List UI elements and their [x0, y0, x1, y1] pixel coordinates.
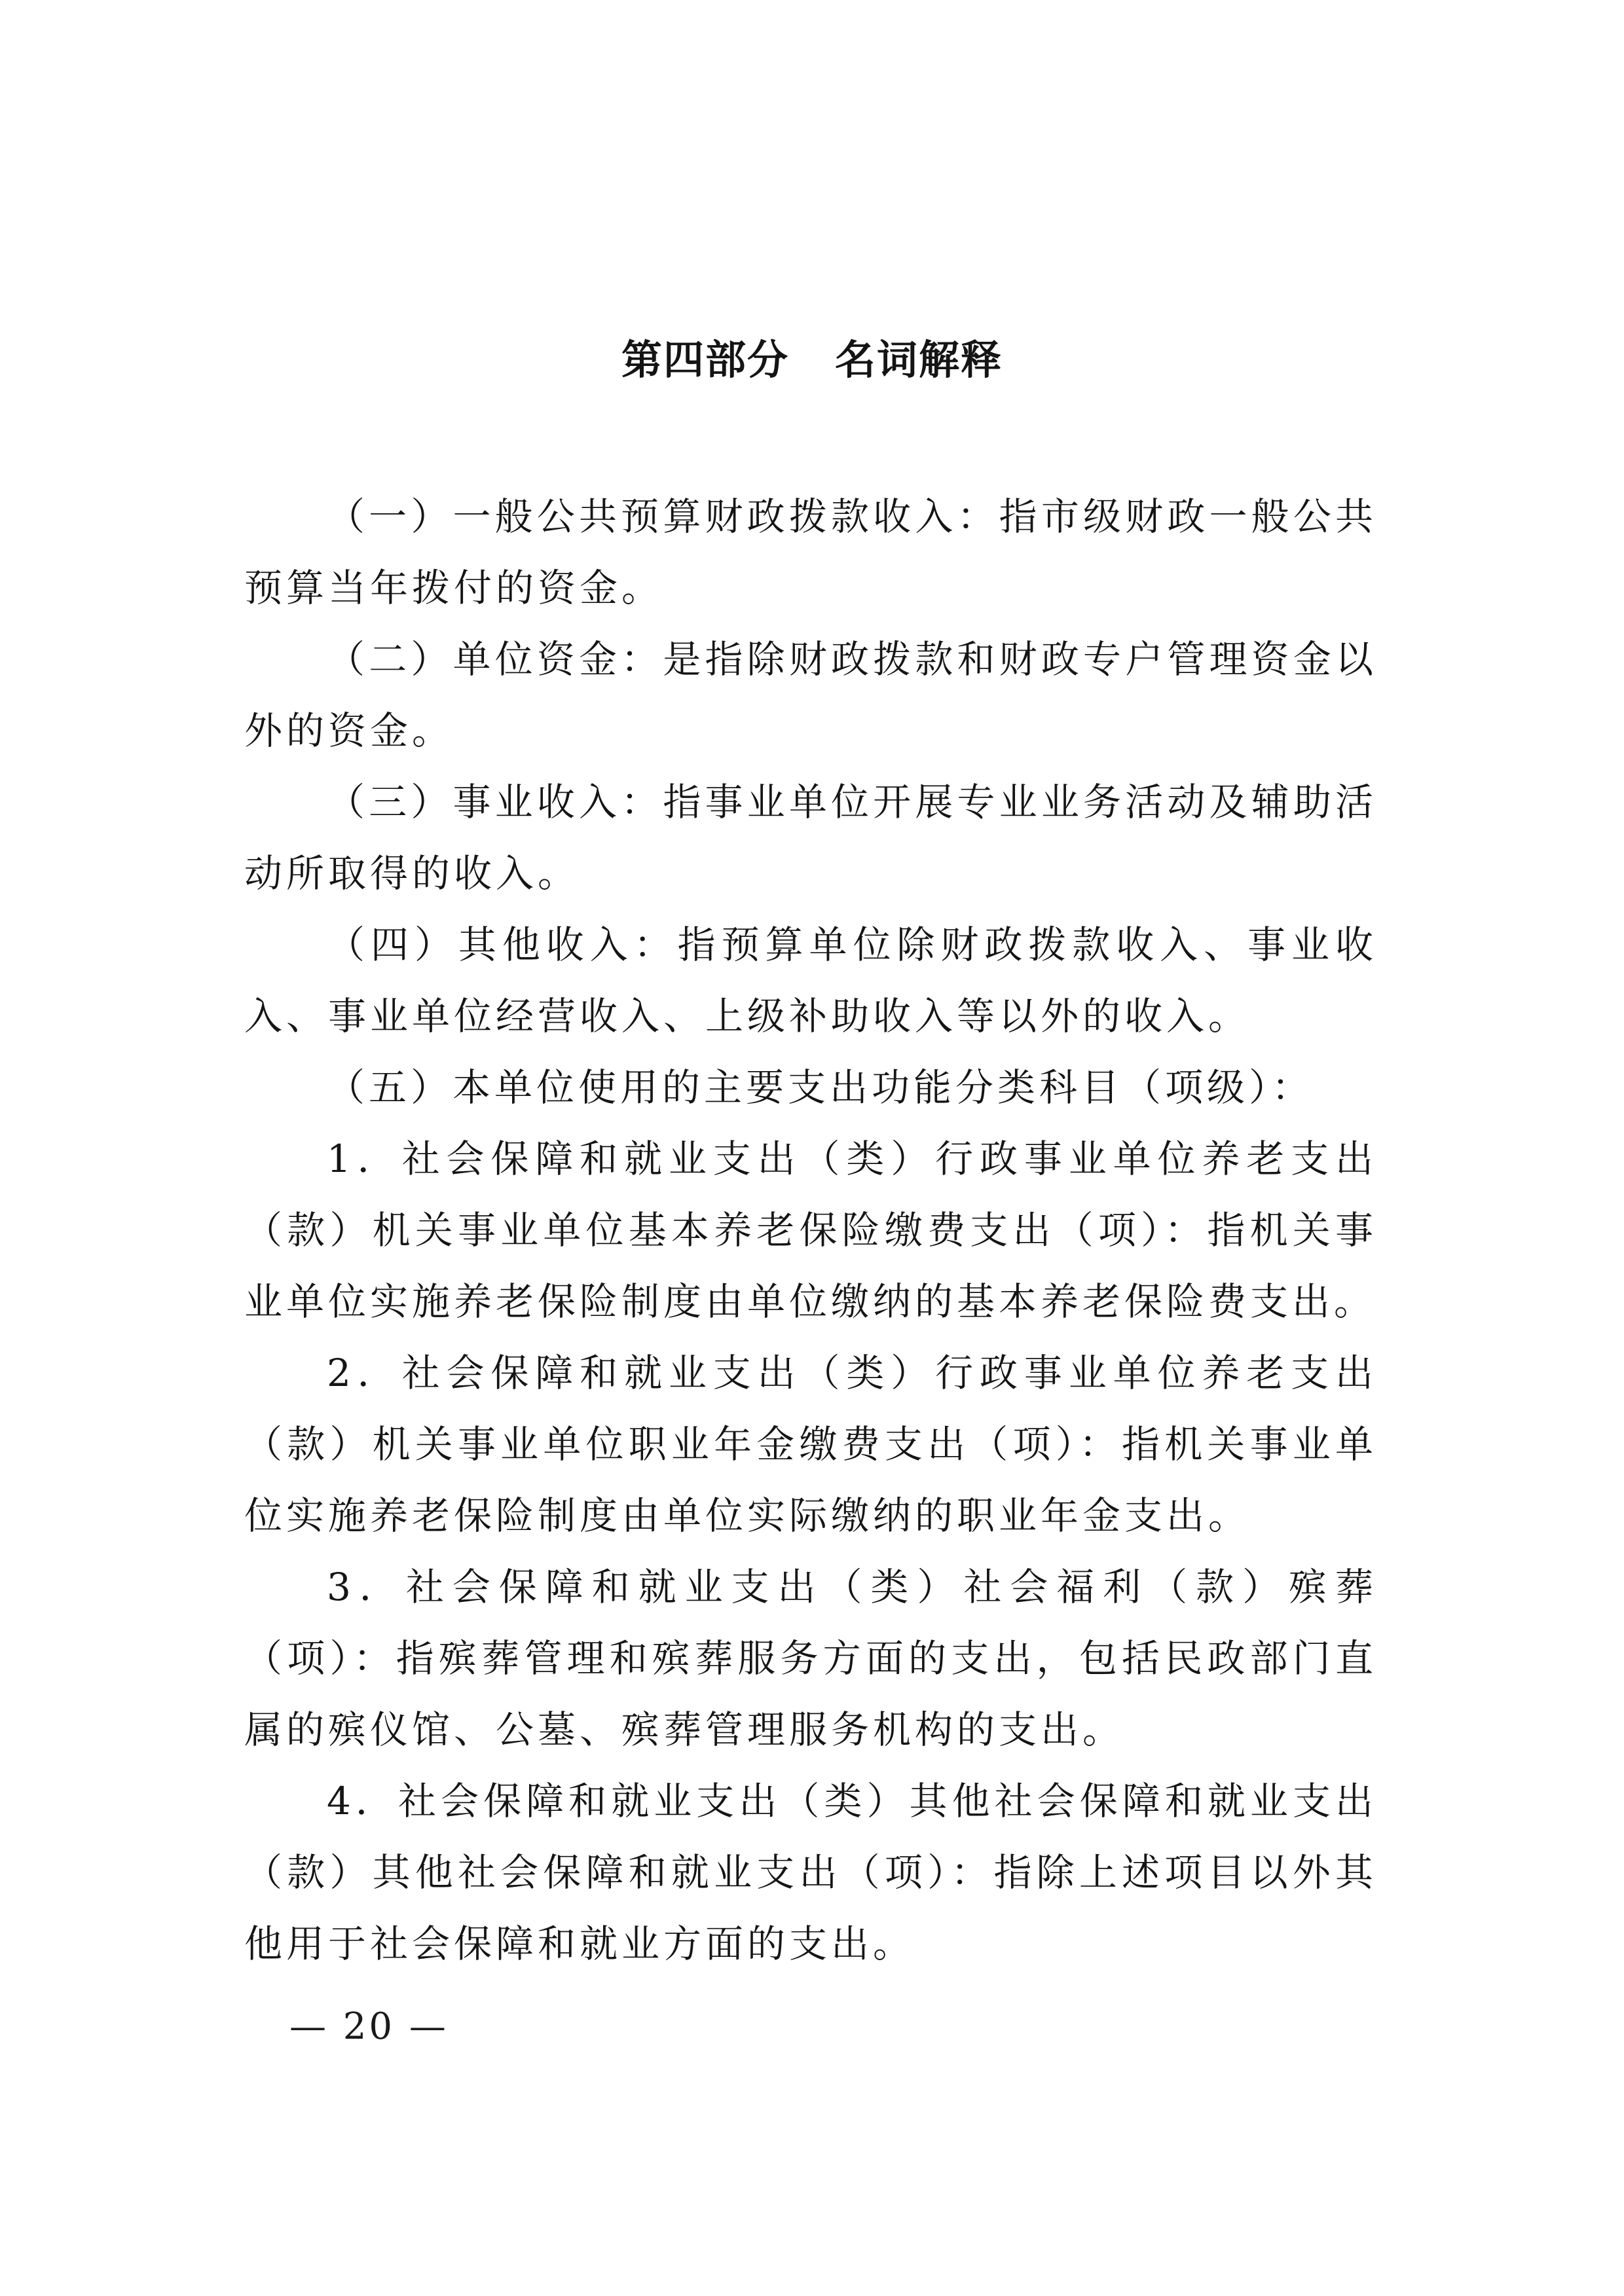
paragraph-item-1: 1．社会保障和就业支出（类）行政事业单位养老支出（款）机关事业单位基本养老保险缴费支出（项）：指机关事业单位实施养老保险制度由单位缴纳的基本养老保险费支出。	[244, 1137, 1377, 1324]
paragraph-item-2: 2．社会保障和就业支出（类）行政事业单位养老支出（款）机关事业单位职业年金缴费支出（项）：指机关事业单位实施养老保险制度由单位实际缴纳的职业年金支出。	[244, 1351, 1377, 1538]
paragraph-expenditure-categories: （五）本单位使用的主要支出功能分类科目（项级）：	[327, 1065, 1314, 1110]
paragraph-other-income: （四）其他收入：指预算单位除财政拨款收入、事业收入、事业单位经营收入、上级补助收入等以外的收入。	[244, 922, 1377, 1038]
document-body	[244, 481, 1377, 1980]
section-title-part: 第四部分	[621, 336, 789, 384]
paragraph-item-4: 4．社会保障和就业支出（类）其他社会保障和就业支出（款）其他社会保障和就业支出（项）：指除上述项目以外其他用于社会保障和就业方面的支出。	[244, 1779, 1377, 1966]
paragraph-general-budget-income: （一）一般公共预算财政拨款收入：指市级财政一般公共预算当年拨付的资金。	[244, 494, 1377, 610]
section-title-name: 名词解释	[835, 336, 1003, 384]
paragraph-unit-funds: （二）单位资金：是指除财政拨款和财政专户管理资金以外的资金。	[244, 637, 1377, 753]
page-number: — 20 —	[289, 2005, 449, 2048]
paragraph-business-income: （三）事业收入：指事业单位开展专业业务活动及辅助活动所取得的收入。	[244, 780, 1377, 896]
section-title	[0, 327, 1624, 393]
paragraph-item-3: 3．社会保障和就业支出（类）社会福利（款）殡葬（项）：指殡葬管理和殡葬服务方面的支出，包括民政部门直属的殡仪馆、公墓、殡葬管理服务机构的支出。	[244, 1565, 1377, 1752]
